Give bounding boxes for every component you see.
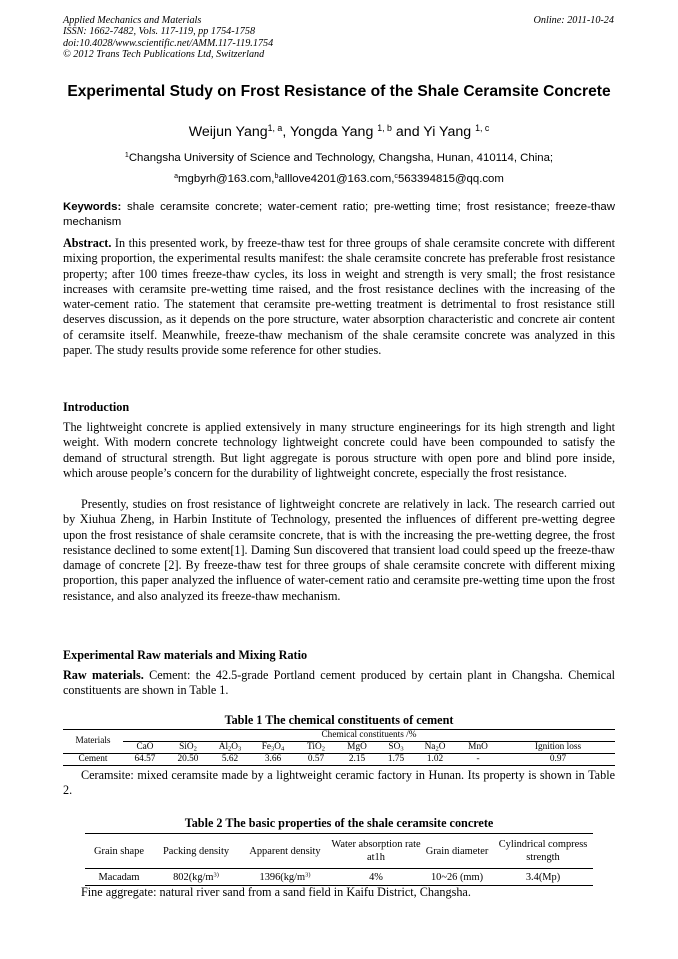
- paper-title: Experimental Study on Frost Resistance of the Shale Ceramsite Concrete: [67, 83, 611, 100]
- author-name: Weijun Yang: [188, 124, 268, 140]
- table-cell: 1.02: [426, 754, 444, 764]
- author-name: Yi Yang: [423, 124, 476, 140]
- table1-row-label: Cement: [78, 754, 108, 764]
- table2-header-row: [85, 834, 593, 869]
- affiliation-text: Changsha University of Science and Technology, Changsha, Hunan, 410114, China;: [128, 152, 554, 164]
- raw-materials-paragraph: [63, 668, 615, 699]
- keywords-label: Keywords:: [63, 201, 122, 213]
- author-list: [63, 123, 615, 141]
- author-sup: 1, c: [475, 123, 490, 134]
- table-cell: 64.57: [134, 754, 156, 764]
- table-row: [85, 869, 593, 886]
- author-sep: ,: [282, 124, 290, 140]
- fine-aggregate-paragraph: Fine aggregate: natural river sand from a sand field in Kaifu District, Changsha.: [81, 885, 471, 899]
- table-cell: 10~26 (mm): [430, 871, 484, 883]
- table-cell: 4%: [369, 871, 383, 883]
- raw-materials-text: Cement: the 42.5-grade Portland cement produced by certain plant in Changsha. Chemical constituents are shown in Table 1.: [63, 668, 615, 698]
- keywords-text: shale ceramsite concrete; water-cement ratio; pre-wetting time; frost resistance; freeze-thaw mechanism: [63, 201, 615, 228]
- table-cell: -: [476, 754, 480, 764]
- author-name: Yongda Yang: [289, 124, 378, 140]
- header-copyright: © 2012 Trans Tech Publications Ltd, Switzerland: [63, 49, 265, 61]
- email-sup: c: [394, 173, 398, 181]
- abstract: [63, 236, 615, 358]
- table1-col-mno: MnO: [468, 742, 488, 752]
- email-sup: b: [274, 173, 279, 181]
- table1-col-ignition: Ignition loss: [534, 742, 582, 752]
- table1-col-so3: $SO_3$: [388, 742, 404, 753]
- table-cell: $1396(kg/m^{3)}$: [259, 870, 311, 883]
- section-heading-introduction: Introduction: [63, 400, 130, 414]
- email-link[interactable]: 563394815@qq.com: [397, 173, 504, 185]
- email-link[interactable]: mgbyrh@163.com,: [178, 173, 275, 185]
- table1-col-cao: CaO: [136, 742, 154, 752]
- table-cell: 3.66: [264, 754, 282, 764]
- author-sep: and: [391, 124, 424, 140]
- table-cell: 3.4(Mp): [525, 871, 561, 883]
- table1-col-mgo: MgO: [347, 742, 367, 752]
- table-cell: 0.57: [307, 754, 325, 764]
- table1-column-row: [63, 742, 615, 754]
- table-cell: $802(kg/m^{3)}$: [173, 870, 219, 883]
- author-sup: 1, a: [267, 123, 283, 134]
- table2: [85, 833, 593, 886]
- table2-header-cell: Apparent density: [249, 845, 321, 857]
- abstract-label: Abstract.: [63, 236, 112, 250]
- table-cell: 1.75: [387, 754, 405, 764]
- table1-caption: Table 1 The chemical constituents of cement: [224, 713, 454, 727]
- table1-group-header: Chemical constituents /%: [123, 730, 615, 742]
- table1-header-row: [63, 730, 615, 742]
- table1-col-na2o: $Na_2O$: [424, 742, 446, 753]
- author-sup: 1, b: [377, 123, 392, 134]
- section-heading-raw-materials: Experimental Raw materials and Mixing Ratio: [63, 648, 308, 662]
- table-cell: 2.15: [348, 754, 366, 764]
- email-link[interactable]: alllove4201@163.com,: [278, 173, 395, 185]
- table2-header-cell: Water absorption rate at1h: [331, 839, 421, 863]
- table-cell: 20.50: [177, 754, 199, 764]
- table2-header-cell: Grain diameter: [425, 845, 489, 857]
- affiliation-sup: 1: [124, 152, 129, 160]
- table1-col-sio2: SiO$_2$: [179, 742, 197, 753]
- affiliation: [63, 151, 615, 165]
- abstract-text: In this presented work, by freeze-thaw test for three groups of shale ceramsite concrete with different mixing proportion, the experimental results manifest: the shale ceramsite concrete has preferable frost resistance property; after 100 times freeze-thaw cycles, its loss in weight and strength is very small; the frost resistance increases with ceramsite pre-wetting time raised, and the frost resistance declines with the increasing of the water-cement ratio. The statement that ceramsite pre-wetting treatment is detrimental to frost resistance still deserves discussion, as it depends on the pore structure, water absorption characteristic and concrete air content of ceramsite itself. Meanwhile, freeze-thaw mechanism of the shale ceramsite concrete was analyzed in this paper. The study results provide some reference for other studies.: [63, 236, 615, 358]
- table-row: [63, 754, 615, 766]
- email-sup: a: [174, 173, 179, 181]
- table-cell: Macadam: [98, 871, 140, 883]
- header-journal: Applied Mechanics and Materials: [63, 15, 202, 26]
- raw-materials-label: Raw materials.: [63, 668, 144, 682]
- table-cell: 0.97: [549, 754, 567, 764]
- ceramsite-paragraph: Ceramsite: mixed ceramsite made by a lightweight ceramic factory in Hunan. Its property is shown in Table 2.: [63, 768, 615, 798]
- table-cell: 5.62: [221, 754, 239, 764]
- table1-col-fe3o4: $Fe_3O_4$: [261, 742, 285, 753]
- table2-header-cell: Cylindrical compress strength: [498, 839, 588, 863]
- intro-paragraph-1: The lightweight concrete is applied extensively in many structure engineerings for its high strength and light weight. With modern concrete technology lightweight concrete could have been compounded to satisfy the demand of structural strength. But light aggregate is porous structure with open pore and blind pore inside, which arouse people’s concern for the durability of lightweight concrete, especially the frost resistance.: [63, 420, 615, 480]
- table2-caption: Table 2 The basic properties of the shale ceramsite concrete: [184, 816, 494, 830]
- table1-col-al2o3: $Al_2O_3$: [218, 742, 242, 753]
- keywords: [63, 200, 615, 230]
- header-doi: doi:10.4028/www.scientific.net/AMM.117-119.1754: [63, 37, 274, 49]
- email-list: [63, 172, 615, 186]
- online-date: Online: 2011-10-24: [533, 15, 614, 26]
- table1: [63, 729, 615, 766]
- header-issn: ISSN: 1662-7482, Vols. 117-119, pp 1754-1758: [63, 26, 256, 38]
- table1-col-tio2: TiO$_2$: [307, 742, 325, 753]
- intro-paragraph-2: Presently, studies on frost resistance of lightweight concrete are relatively in lack. The research carried out by Xiuhua Zheng, in Harbin Institute of Technology, presented the influences of different pre-wetting degree upon the frost resistance of shale ceramsite concrete, that is with the increasing the pre-wetting degree, the frost resistance declined to some extent[1]. Daming Sun discovered that transient load could speed up the freeze-thaw damage of concrete [2]. By freeze-thaw test for three groups of shale ceramsite concrete with different mixing proportion, this paper analyzed the influence of water-cement ratio and ceramsite pre-wetting time upon the frost resistance, and also analyzed its freeze-thaw mechanism.: [63, 497, 615, 603]
- journal-header: [63, 15, 463, 61]
- table2-header-cell: Packing density: [162, 845, 230, 857]
- table1-rowhead: Materials: [63, 730, 123, 754]
- table2-header-cell: Grain shape: [94, 845, 144, 857]
